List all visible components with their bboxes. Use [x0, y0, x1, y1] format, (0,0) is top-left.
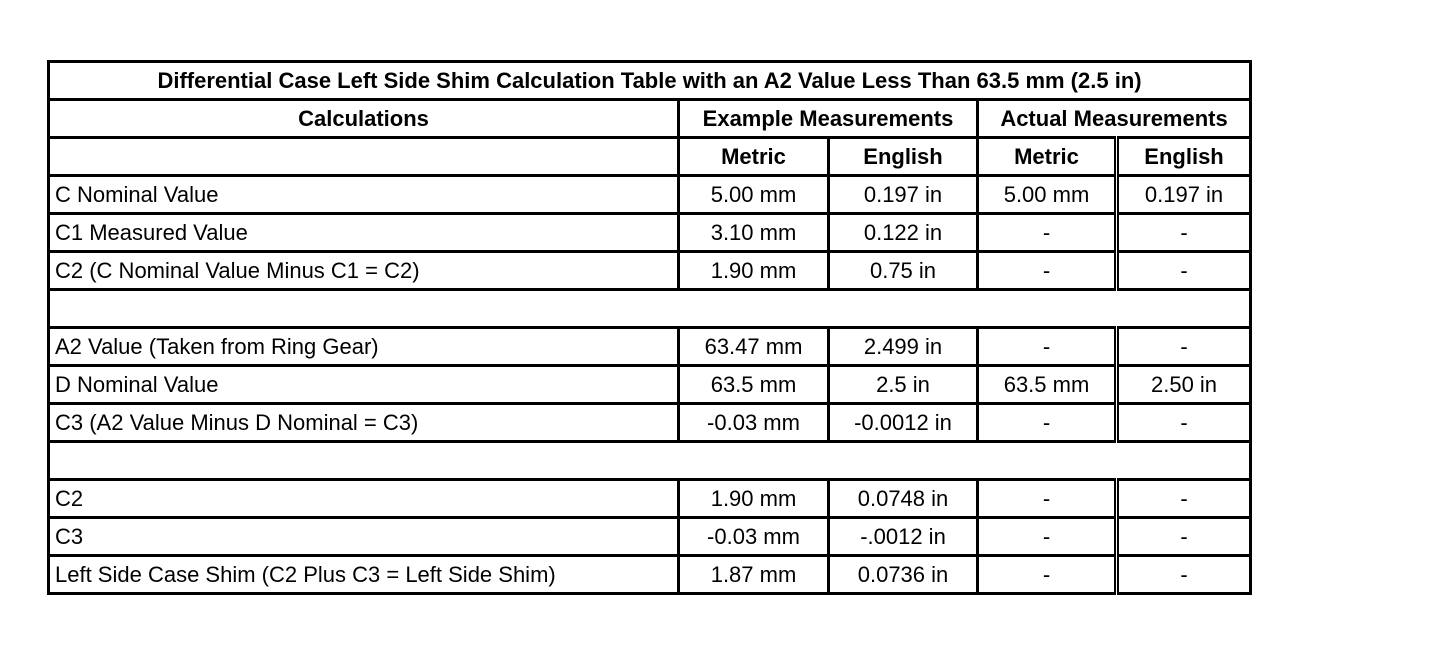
row-label: C Nominal Value — [49, 176, 679, 214]
row-label: A2 Value (Taken from Ring Gear) — [49, 328, 679, 366]
spacer-cell — [49, 290, 1251, 328]
example-metric-value: 1.90 mm — [679, 252, 829, 290]
row-label: C2 — [49, 480, 679, 518]
actual-metric-header: Metric — [978, 138, 1117, 176]
actual-english-value: - — [1117, 328, 1251, 366]
header-row — [49, 100, 1251, 138]
empty-subheader-cell — [49, 138, 679, 176]
table-row — [49, 214, 1251, 252]
example-english-value: 0.0736 in — [829, 556, 978, 594]
example-metric-value: 1.90 mm — [679, 480, 829, 518]
actual-metric-value: - — [978, 328, 1117, 366]
row-label: C3 — [49, 518, 679, 556]
example-metric-value: 5.00 mm — [679, 176, 829, 214]
table-row — [49, 518, 1251, 556]
row-label: C3 (A2 Value Minus D Nominal = C3) — [49, 404, 679, 442]
example-english-value: 0.0748 in — [829, 480, 978, 518]
example-english-value: -.0012 in — [829, 518, 978, 556]
actual-metric-value: - — [978, 214, 1117, 252]
row-label: C1 Measured Value — [49, 214, 679, 252]
table-row — [49, 404, 1251, 442]
row-label: Left Side Case Shim (C2 Plus C3 = Left Side Shim) — [49, 556, 679, 594]
example-english-value: -0.0012 in — [829, 404, 978, 442]
example-metric-value: 3.10 mm — [679, 214, 829, 252]
example-metric-value: -0.03 mm — [679, 404, 829, 442]
example-english-value: 0.197 in — [829, 176, 978, 214]
table-row — [49, 480, 1251, 518]
row-label: D Nominal Value — [49, 366, 679, 404]
actual-metric-value: - — [978, 404, 1117, 442]
actual-english-value: - — [1117, 252, 1251, 290]
actual-english-value: - — [1117, 556, 1251, 594]
actual-metric-value: 63.5 mm — [978, 366, 1117, 404]
actual-metric-value: - — [978, 252, 1117, 290]
example-metric-header: Metric — [679, 138, 829, 176]
table-row — [49, 176, 1251, 214]
table-row — [49, 366, 1251, 404]
table-row — [49, 328, 1251, 366]
example-english-header: English — [829, 138, 978, 176]
calculations-header: Calculations — [49, 100, 679, 138]
table-row — [49, 556, 1251, 594]
table-title: Differential Case Left Side Shim Calculation Table with an A2 Value Less Than 63.5 mm (2.5 in) — [49, 62, 1251, 100]
actual-measurements-header: Actual Measurements — [978, 100, 1251, 138]
actual-english-value: 0.197 in — [1117, 176, 1251, 214]
subheader-row — [49, 138, 1251, 176]
spacer-row — [49, 290, 1251, 328]
actual-english-header: English — [1117, 138, 1251, 176]
row-label: C2 (C Nominal Value Minus C1 = C2) — [49, 252, 679, 290]
actual-english-value: - — [1117, 214, 1251, 252]
title-row — [49, 62, 1251, 100]
actual-english-value: - — [1117, 518, 1251, 556]
example-metric-value: 63.47 mm — [679, 328, 829, 366]
example-measurements-header: Example Measurements — [679, 100, 978, 138]
actual-metric-value: 5.00 mm — [978, 176, 1117, 214]
example-english-value: 2.499 in — [829, 328, 978, 366]
actual-metric-value: - — [978, 556, 1117, 594]
example-metric-value: -0.03 mm — [679, 518, 829, 556]
actual-metric-value: - — [978, 518, 1117, 556]
example-metric-value: 63.5 mm — [679, 366, 829, 404]
example-english-value: 0.122 in — [829, 214, 978, 252]
actual-english-value: 2.50 in — [1117, 366, 1251, 404]
spacer-cell — [49, 442, 1251, 480]
actual-english-value: - — [1117, 480, 1251, 518]
actual-metric-value: - — [978, 480, 1117, 518]
example-metric-value: 1.87 mm — [679, 556, 829, 594]
shim-calculation-table — [47, 60, 1252, 595]
example-english-value: 2.5 in — [829, 366, 978, 404]
actual-english-value: - — [1117, 404, 1251, 442]
spacer-row — [49, 442, 1251, 480]
table-row — [49, 252, 1251, 290]
example-english-value: 0.75 in — [829, 252, 978, 290]
